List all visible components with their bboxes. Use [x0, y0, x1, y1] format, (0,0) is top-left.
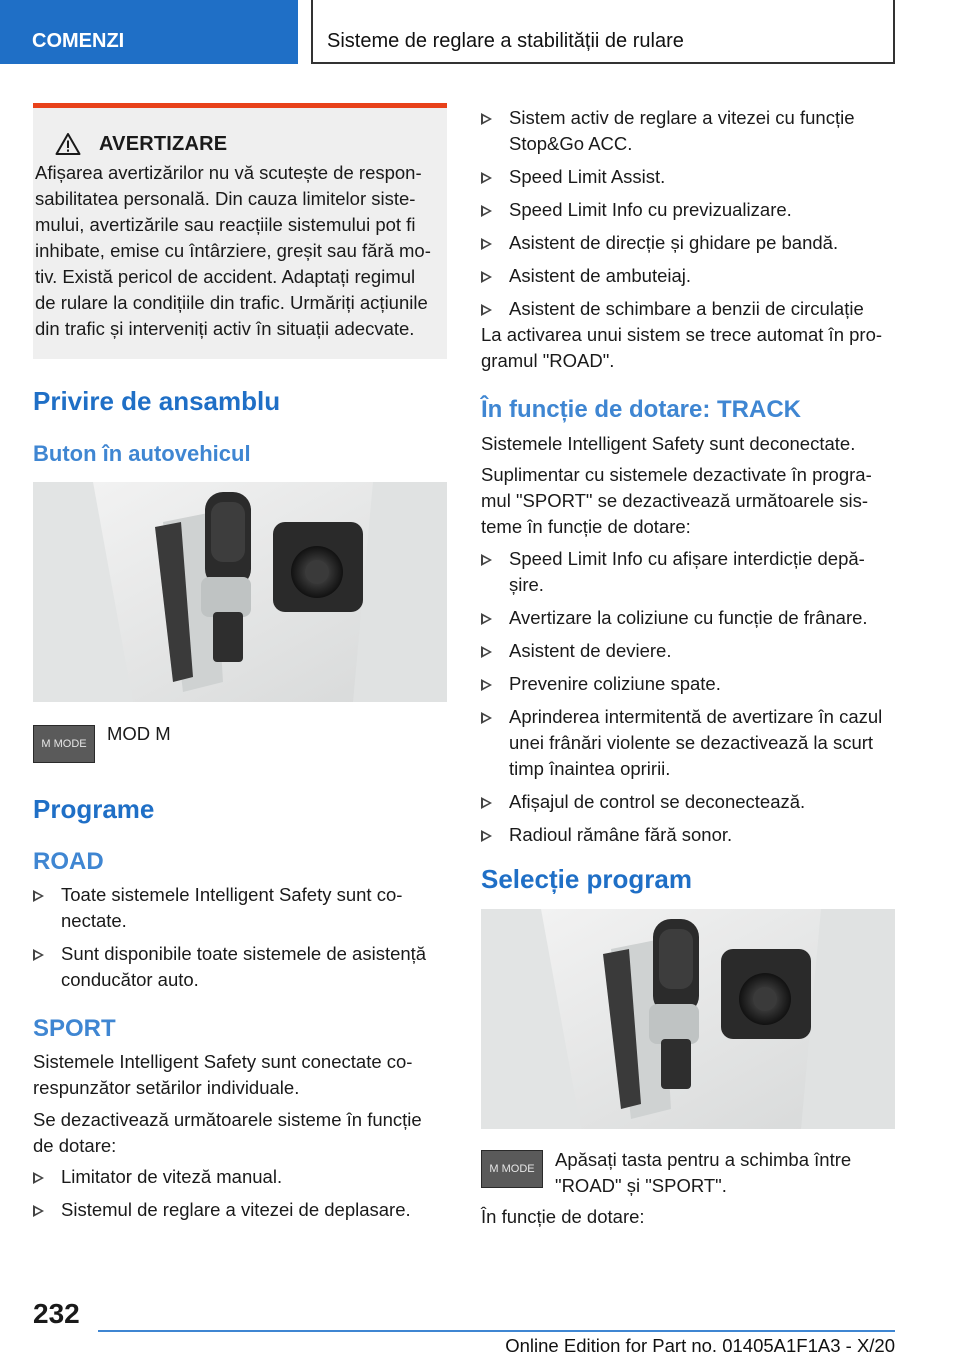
list-item: Sistemul de reglare a vitezei de deplasare.	[33, 1197, 447, 1223]
bullet-triangle-icon	[481, 304, 492, 316]
page-number: 232	[33, 1298, 80, 1329]
list-item: Speed Limit Info cu afișare interdicție depă-șire.	[481, 546, 895, 598]
chapter-title: Sisteme de reglare a stabilității de rulare	[311, 0, 895, 64]
footer-divider	[98, 1330, 895, 1332]
list-item: Speed Limit Info cu previzualizare.	[481, 197, 895, 223]
bullet-triangle-icon	[481, 613, 492, 625]
warning-triangle-icon	[55, 132, 81, 156]
bullet-triangle-icon	[481, 172, 492, 184]
list-item: Toate sistemele Intelligent Safety sunt co-nectate.	[33, 882, 447, 934]
road-list	[33, 882, 447, 1000]
bullet-triangle-icon	[481, 113, 492, 125]
road-auto-text: La activarea unui sistem se trece automat în pro-gramul "ROAD".	[481, 324, 883, 371]
m-mode-button[interactable]: M MODE	[33, 725, 95, 763]
warning-box	[33, 103, 447, 359]
selection-heading: Selecție program	[481, 864, 692, 894]
list-item: Radioul rămâne fără sonor.	[481, 822, 895, 848]
list-item: Asistent de deviere.	[481, 638, 895, 664]
bullet-triangle-icon	[481, 830, 492, 842]
road-heading: ROAD	[33, 848, 104, 875]
list-item: Asistent de ambuteiaj.	[481, 263, 895, 289]
bullet-triangle-icon	[481, 271, 492, 283]
programs-heading: Programe	[33, 794, 155, 824]
bullet-triangle-icon	[481, 797, 492, 809]
sport-para-1: Sistemele Intelligent Safety sunt conectate co-respunzător setărilor individuale.	[33, 1051, 413, 1098]
list-item: Limitator de viteză manual.	[33, 1164, 447, 1190]
track-heading: În funcție de dotare: TRACK	[481, 396, 802, 423]
list-item: Sunt disponibile toate sistemele de asistență conducător auto.	[33, 941, 447, 993]
center-console-image	[481, 909, 895, 1129]
console-photo	[33, 482, 447, 702]
warning-title: AVERTIZARE	[99, 132, 228, 155]
sport-list	[33, 1164, 447, 1230]
list-item: Sistem activ de reglare a vitezei cu funcție Stop&Go ACC.	[481, 105, 895, 157]
button-heading: Buton în autovehicul	[33, 441, 251, 466]
section-tab: COMENZI	[0, 0, 298, 64]
bullet-triangle-icon	[33, 949, 44, 961]
equipment-note: În funcție de dotare:	[481, 1206, 645, 1227]
list-item: Aprinderea intermitentă de avertizare în cazul unei frânări violente se dezactivează la scurt timp înaintea opririi.	[481, 704, 895, 782]
disabled-systems-list	[481, 105, 895, 329]
m-mode-button-2[interactable]: M MODE	[481, 1150, 543, 1188]
warning-text: Afișarea avertizărilor nu vă scutește de respon-sabilitatea personală. Din cauza limitelor siste-mului, avertizările sau reacțiile sistemului pot fi inhibate, emise cu întârziere, greșit sau fără mo-tiv. Există pericol de accident. Adaptați regimul de rulare la condițiile din trafic. Urmăriți acțiunile din trafic și interveniți activ în situații adecvate.	[35, 162, 431, 339]
list-item: Prevenire coliziune spate.	[481, 671, 895, 697]
bullet-triangle-icon	[33, 890, 44, 902]
console-photo-2	[481, 909, 895, 1129]
bullet-triangle-icon	[481, 205, 492, 217]
list-item: Avertizare la coliziune cu funcție de frânare.	[481, 605, 895, 631]
list-item: Asistent de schimbare a benzii de circulație	[481, 296, 895, 322]
bullet-triangle-icon	[481, 679, 492, 691]
track-para-2: Suplimentar cu sistemele dezactivate în progra-mul "SPORT" se dezactivează următoarele sis-teme în funcție de dotare:	[481, 464, 872, 537]
mode-caption: MOD M	[107, 723, 171, 744]
selection-caption: Apăsați tasta pentru a schimba între "ROAD" și "SPORT".	[555, 1149, 852, 1196]
bullet-triangle-icon	[33, 1172, 44, 1184]
list-item: Speed Limit Assist.	[481, 164, 895, 190]
track-list	[481, 546, 895, 855]
list-item: Afișajul de control se deconectează.	[481, 789, 895, 815]
bullet-triangle-icon	[481, 646, 492, 658]
bullet-triangle-icon	[481, 554, 492, 566]
bullet-triangle-icon	[481, 238, 492, 250]
list-item: Asistent de direcție și ghidare pe bandă.	[481, 230, 895, 256]
overview-heading: Privire de ansamblu	[33, 386, 281, 416]
edition-text: Online Edition for Part no. 01405A1F1A3 - X/20	[505, 1335, 895, 1356]
sport-heading: SPORT	[33, 1015, 116, 1042]
center-console-image	[33, 482, 447, 702]
bullet-triangle-icon	[481, 712, 492, 724]
bullet-triangle-icon	[33, 1205, 44, 1217]
sport-para-2: Se dezactivează următoarele sisteme în funcție de dotare:	[33, 1109, 422, 1156]
track-para-1: Sistemele Intelligent Safety sunt deconectate.	[481, 433, 856, 454]
